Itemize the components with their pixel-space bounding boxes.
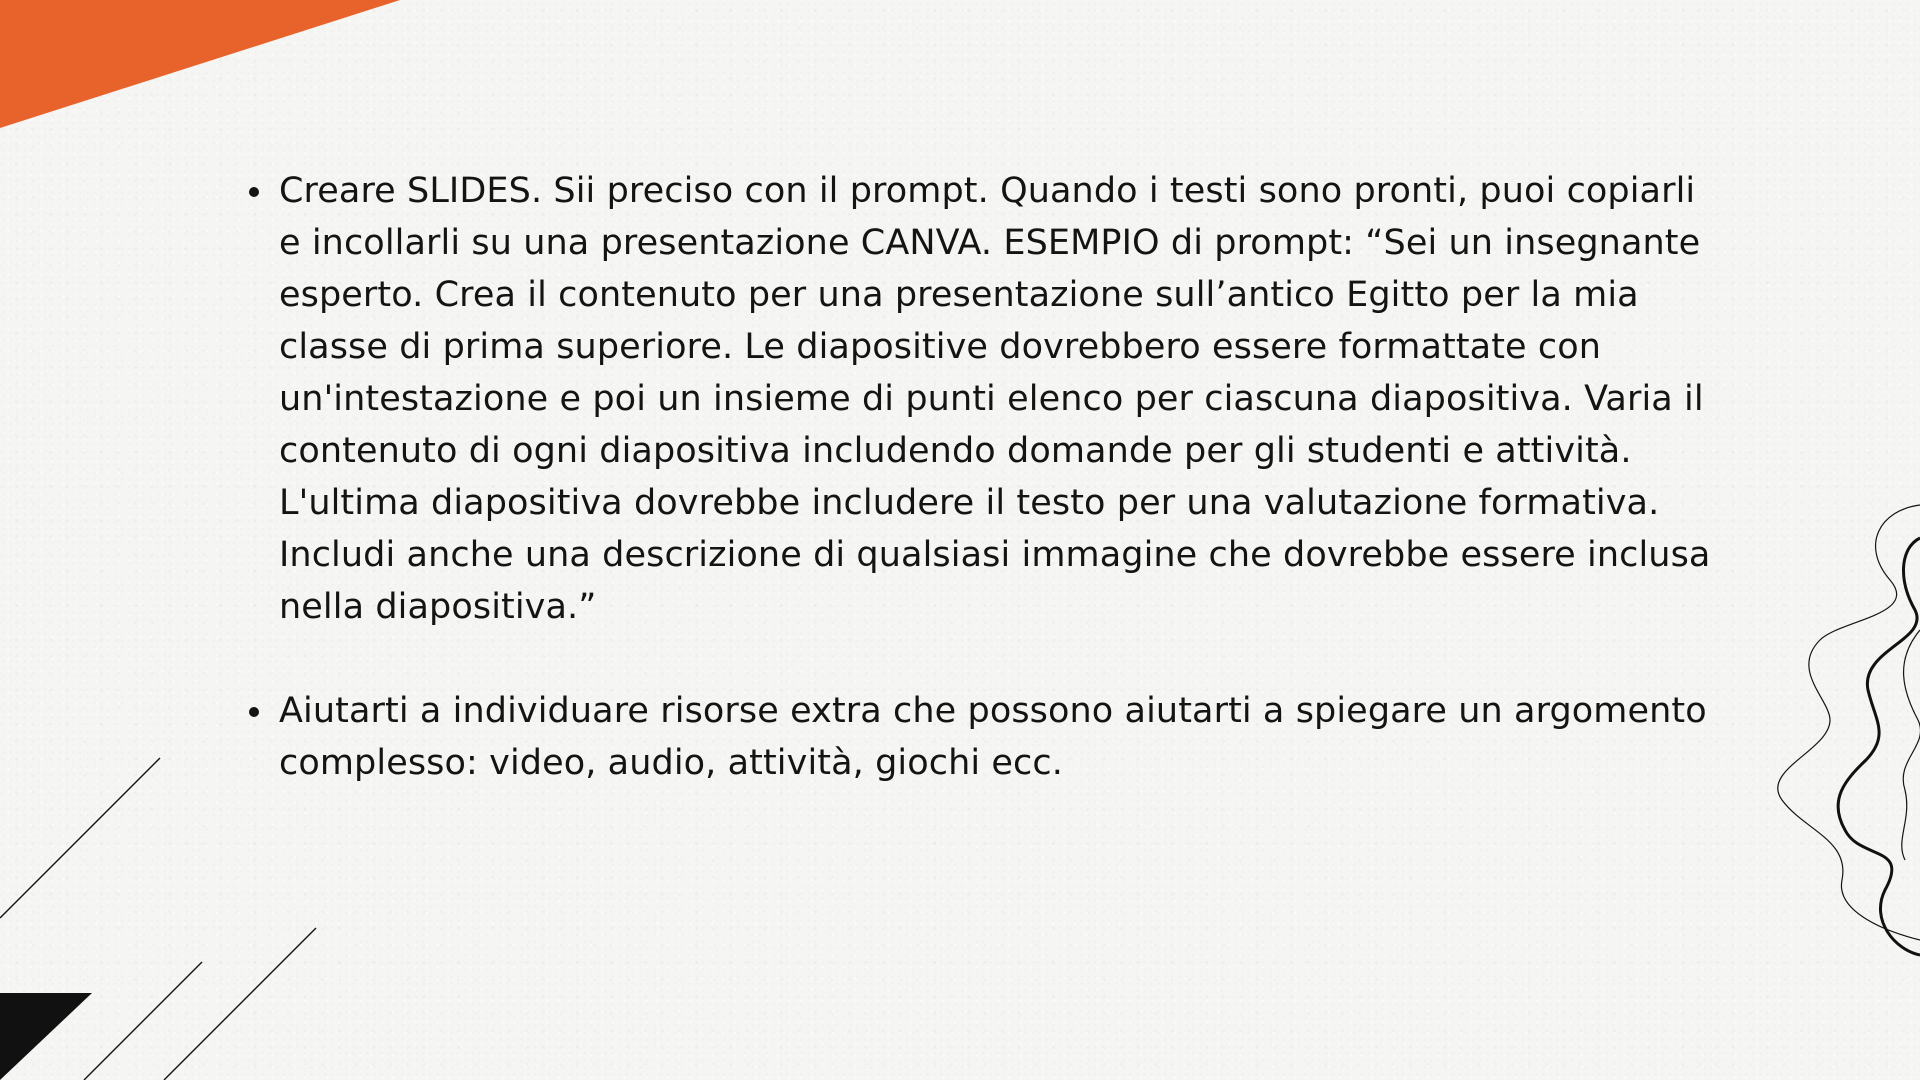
diagonal-line [164, 928, 316, 1080]
bullet-list [245, 165, 1715, 789]
list-item-text: Aiutarti a individuare risorse extra che possono aiutarti a spiegare un argomento complesso: video, audio, attività, giochi ecc. [279, 691, 1707, 783]
diagonal-line [0, 758, 160, 918]
bullet-dot-icon [249, 707, 259, 717]
black-corner-triangle [0, 993, 92, 1080]
orange-corner-shape [0, 0, 400, 128]
wavy-line-inner [1902, 630, 1920, 860]
diagonal-line [84, 962, 202, 1080]
wavy-line-thin [1778, 505, 1920, 940]
list-item-text: Creare SLIDES. Sii preciso con il prompt. Quando i testi sono pronti, puoi copiarli e incollarli su una presentazione CANVA. ESEMPIO di prompt: “Sei un insegnante esperto. Crea il contenuto per una presentazione sull’antico Egitto per la mia classe di prima superiore. Le diapositive dovrebbero essere formattate con un'intestazione e poi un insieme di punti elenco per ciascuna diapositiva. Varia il contenuto di ogni diapositiva includendo domande per gli studenti e attività. L'ultima diapositiva dovrebbe includere il testo per una valutazione formativa. Includi anche una descrizione di qualsiasi immagine che dovrebbe essere inclusa nella diapositiva.” [279, 171, 1711, 627]
list-item [245, 165, 1715, 633]
list-item [245, 685, 1715, 789]
wavy-line-thick [1838, 538, 1920, 955]
bullet-dot-icon [249, 187, 259, 197]
